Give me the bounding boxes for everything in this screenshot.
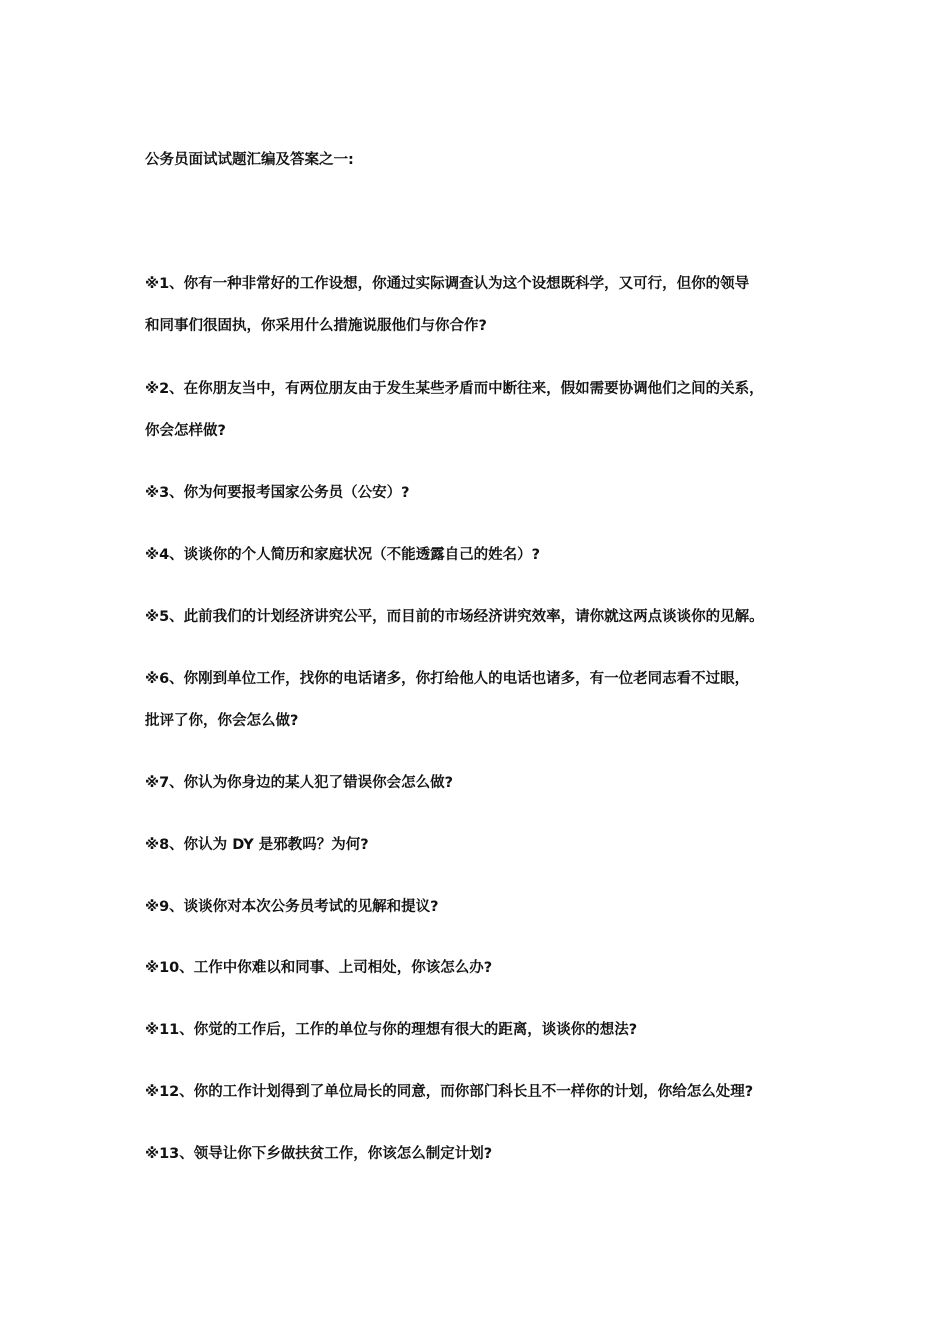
- question-line: ※6、你刚到单位工作，找你的电话诸多，你打给他人的电话也诸多，有一位老同志看不过眼，: [145, 671, 750, 687]
- question-line: 批评了你，你会怎么做?: [145, 713, 299, 729]
- question-line: ※1、你有一种非常好的工作设想，你通过实际调查认为这个设想既科学，又可行，但你的领导: [145, 276, 750, 292]
- question-line: ※8、你认为 DY 是邪教吗？为何?: [145, 837, 369, 853]
- question-2: [145, 368, 845, 452]
- question-13: [145, 1133, 845, 1175]
- question-line: ※3、你为何要报考国家公务员（公安）?: [145, 485, 410, 501]
- question-7: [145, 762, 845, 804]
- question-line: ※4、谈谈你的个人简历和家庭状况（不能透露自己的姓名）?: [145, 547, 541, 563]
- question-line: ※10、工作中你难以和同事、上司相处，你该怎么办?: [145, 960, 493, 976]
- question-line: ※7、你认为你身边的某人犯了错误你会怎么做?: [145, 775, 454, 791]
- question-1: [145, 263, 845, 347]
- question-line: ※5、此前我们的计划经济讲究公平，而目前的市场经济讲究效率，请你就这两点谈谈你的见解。: [145, 609, 764, 625]
- question-line: ※2、在你朋友当中，有两位朋友由于发生某些矛盾而中断往来，假如需要协调他们之间的关系，: [145, 381, 764, 397]
- question-6: [145, 658, 845, 742]
- question-line: ※13、领导让你下乡做扶贫工作，你该怎么制定计划?: [145, 1146, 493, 1162]
- question-10: [145, 947, 845, 989]
- question-3: [145, 472, 845, 514]
- question-12: [145, 1071, 845, 1113]
- question-9: [145, 886, 845, 928]
- question-11: [145, 1009, 845, 1051]
- question-line: ※12、你的工作计划得到了单位局长的同意，而你部门科长且不一样你的计划，你给怎么处理?: [145, 1084, 754, 1100]
- question-5: [145, 596, 845, 638]
- question-line: 你会怎样做?: [145, 423, 226, 439]
- question-8: [145, 824, 845, 866]
- document-title: 公务员面试试题汇编及答案之一:: [145, 152, 354, 168]
- question-4: [145, 534, 845, 576]
- question-line: ※11、你觉的工作后，工作的单位与你的理想有很大的距离，谈谈你的想法?: [145, 1022, 638, 1038]
- question-line: 和同事们很固执，你采用什么措施说服他们与你合作?: [145, 318, 487, 334]
- question-line: ※9、谈谈你对本次公务员考试的见解和提议?: [145, 899, 439, 915]
